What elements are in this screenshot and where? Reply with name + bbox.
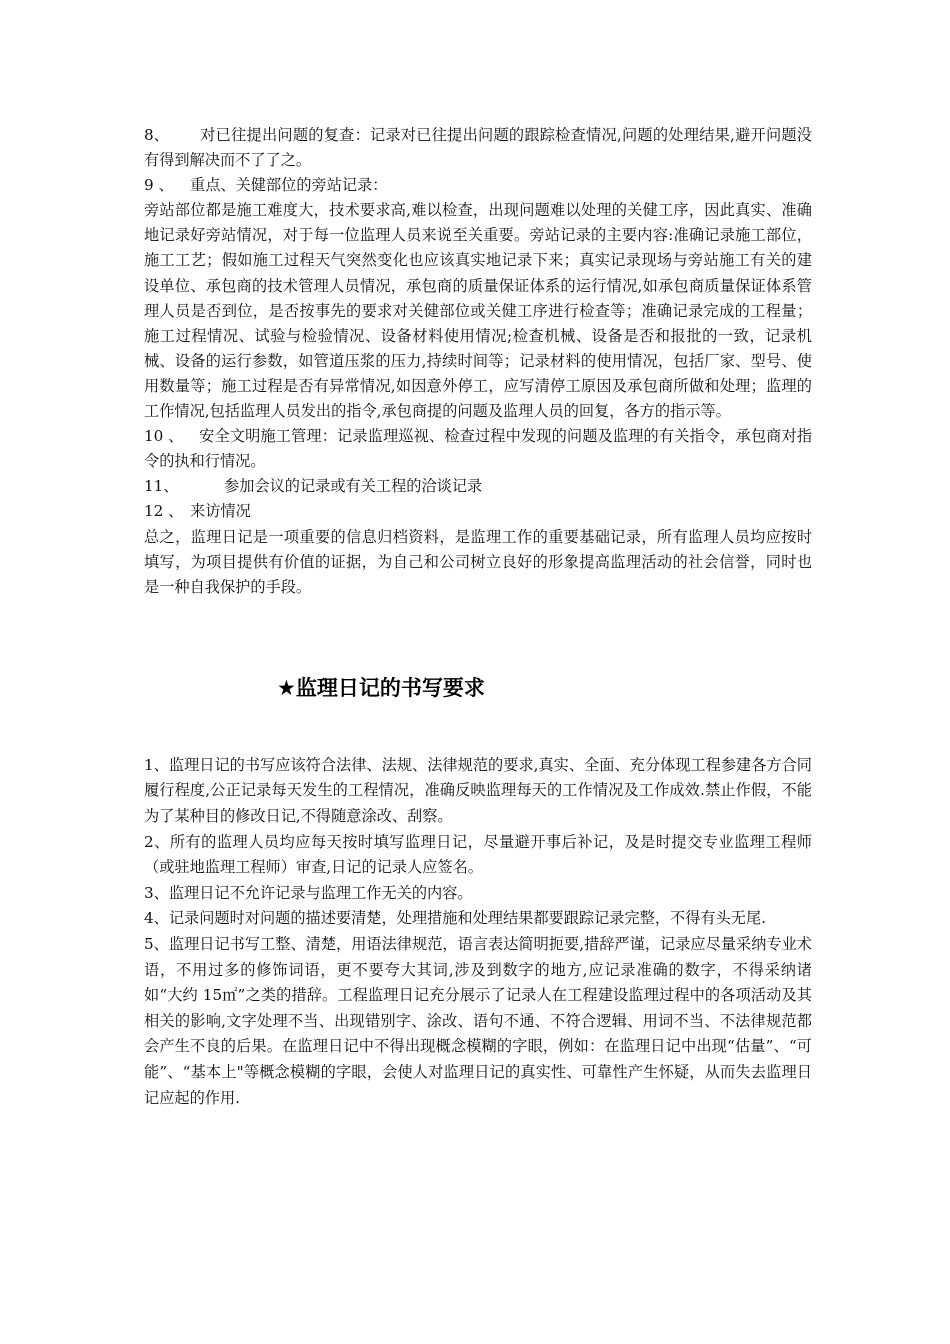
paragraph-item-12: [144, 499, 812, 524]
item-number: 12 、: [144, 502, 184, 521]
requirement-item: 5、监理日记书写工整、清楚，用语法律规范，语言表达简明扼要,措辞严谨，记录应尽量采纳专业术语，不用过多的修饰词语，更不要夸大其词,涉及到数字的地方,应记录准确的数字，不得采纳诸如“大约 15㎡”之类的措辞。工程监理日记充分展示了记录人在工程建设监理过程中的各项活动及其相关的影响,文字处理不当、出现错别字、涂改、语句不通、不符合逻辑、用词不当、不法律规范都会产生不良的后果。在监理日记中不得出现概念模糊的字眼，例如：在监理日记中出现“估量”、“可能”、“基本上"等概念模糊的字眼，会使人对监理日记的真实性、可靠性产生怀疑，从而失去监理日记应起的作用.: [144, 934, 812, 1107]
paragraph-item-10: [144, 424, 812, 474]
item-text: 安全文明施工管理：记录监理巡视、检查过程中发现的问题及监理的有关指令，承包商对指令的执和行情况。: [144, 427, 812, 471]
requirement-item: 4、记录问题时对问题的描述要清楚，处理措施和处理结果都要跟踪记录完整，不得有头无尾.: [144, 909, 766, 928]
paragraph-item-8: [144, 123, 812, 173]
requirement-item: 3、监理日记不允许记录与监理工作无关的内容。: [144, 883, 473, 902]
item-text: 对已往提出问题的复查：记录对已往提出问题的跟踪检查情况,问题的处理结果,避开问题没有得到解决而不了了之。: [144, 126, 812, 170]
paragraph-sidestation-body: 旁站部位都是施工难度大，技术要求高,难以检查，出现问题难以处理的关健工序，因此真实、准确地记录好旁站情况，对于每一位监理人员来说至关重要。旁站记录的主要内容:准确记录施工部位，施工工艺；假如施工过程天气突然变化也应该真实地记录下来；真实记录现场与旁站施工有关的建设单位、承包商的技术管理人员情况，承包商的质量保证体系的运行情况,如承包商质量保证体系管理人员是否到位，是否按事先的要求对关健部位或关健工序进行检查等；准确记录完成的工程量；施工过程情况、试验与检验情况、设备材料使用情况;检查机械、设备是否和报批的一致，记录机械、设备的运行参数，如管道压浆的压力,持续时间等；记录材料的使用情况，包括厂家、型号、使用数量等；施工过程是否有异常情况,如因意外停工，应写清停工原因及承包商所做和处理；监理的工作情况,包括监理人员发出的指令,承包商提的问题及监理人员的回复，各方的指示等。: [144, 201, 812, 421]
item-text: 来访情况: [190, 502, 251, 521]
paragraph-item-11: [144, 474, 812, 499]
requirement-item: 2、所有的监理人员均应每天按时填写监理日记，尽量避开事后补记，及是时提交专业监理工程师（或驻地监理工程师）审查,日记的记录人应签名。: [144, 832, 812, 877]
item-number: 10 、: [144, 427, 184, 446]
section-spacer: [144, 600, 812, 673]
item-number: 8、: [144, 126, 169, 144]
requirements-list: [144, 753, 812, 1111]
item-number: 11、: [144, 477, 179, 496]
document-page: [144, 123, 812, 1111]
paragraph-summary: 总之，监理日记是一项重要的信息归档资料，是监理工作的重要基础记录，所有监理人员均应按时填写，为项目提供有价值的证据，为自己和公司树立良好的形象提高监理活动的社会信誉，同时也是一种自我保护的手段。: [144, 527, 812, 596]
section-heading: ★监理日记的书写要求: [277, 675, 485, 700]
item-text: 参加会议的记录或有关工程的洽谈记录: [224, 477, 483, 496]
item-text: 重点、关健部位的旁站记录：: [190, 176, 388, 195]
paragraph-item-9: [144, 173, 812, 198]
item-number: 9 、: [144, 176, 174, 195]
requirement-item: 1、监理日记的书写应该符合法律、法规、法律规范的要求,真实、全面、充分体现工程参建各方合同履行程度,公正记录每天发生的工程情况，准确反映监理每天的工作情况及工作成效.禁止作假，不能为了某种目的修改日记,不得随意涂改、刮察。: [144, 755, 812, 825]
